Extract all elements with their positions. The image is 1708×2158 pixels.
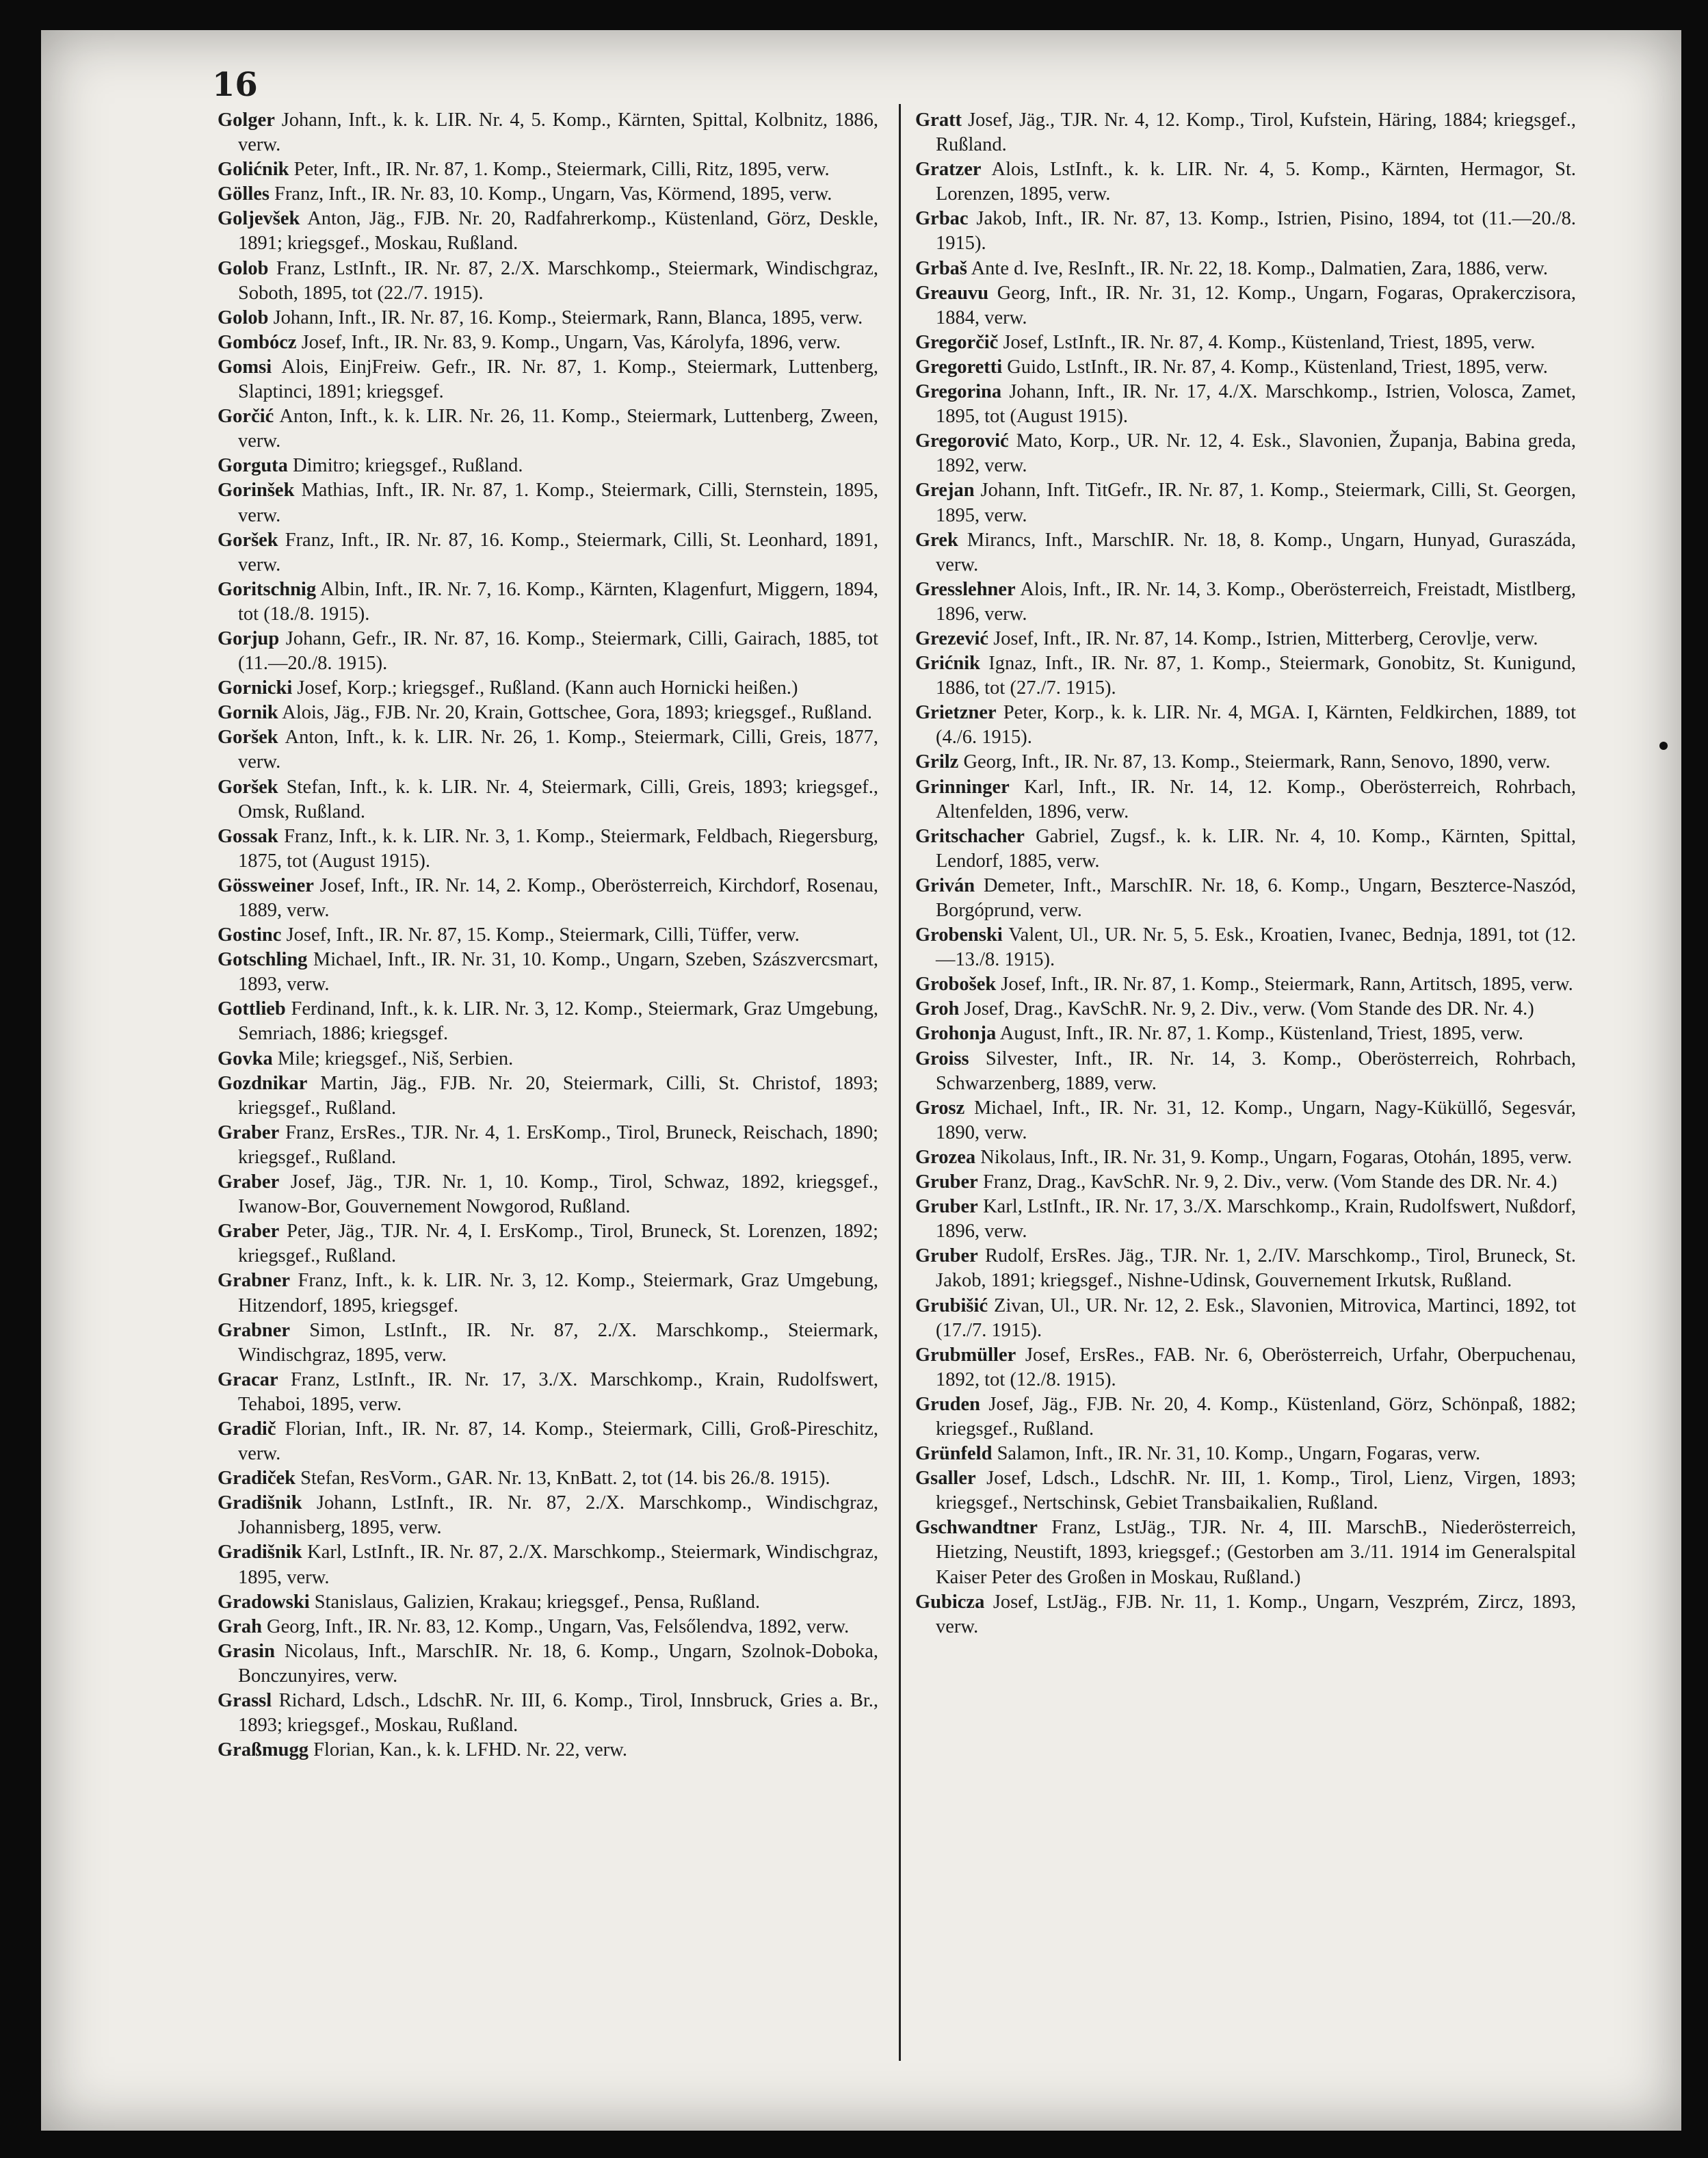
entry-surname: Gsaller — [915, 1468, 976, 1490]
entry-details: Stefan, Inft., k. k. LIR. Nr. 4, Steiermark, Cilli, Greis, 1893; kriegsgef., Omsk, Rußland. — [238, 776, 878, 822]
entry-surname: Golićnik — [218, 159, 289, 181]
entry-details: Franz, Inft., k. k. LIR. Nr. 3, 12. Komp., Steiermark, Graz Umgebung, Hitzendorf, 1895, kriegsgef. — [238, 1270, 878, 1316]
list-entry — [218, 1540, 878, 1589]
list-entry — [218, 1738, 878, 1763]
entry-surname: Groiss — [915, 1048, 969, 1069]
entry-details: Josef, Drag., KavSchR. Nr. 9, 2. Div., verw. (Vom Stande des DR. Nr. 4.) — [959, 998, 1534, 1020]
entry-details: Georg, Inft., IR. Nr. 87, 13. Komp., Steiermark, Rann, Senovo, 1890, verw. — [958, 751, 1551, 773]
entry-details: Johann, Inft., IR. Nr. 17, 4./X. Marschkomp., Istrien, Volosca, Zamet, 1895, tot (August 1915). — [936, 381, 1576, 428]
list-entry — [218, 627, 878, 676]
entry-surname: Grabner — [218, 1319, 291, 1341]
entry-surname: Gruden — [915, 1393, 981, 1415]
entry-surname: Gradič — [218, 1418, 276, 1440]
entry-details: Johann, Inft., IR. Nr. 87, 16. Komp., Steiermark, Rann, Blanca, 1895, verw. — [268, 307, 863, 328]
entry-details: Simon, LstInft., IR. Nr. 87, 2./X. Marschkomp., Steiermark, Windischgraz, 1895, verw. — [238, 1319, 878, 1366]
entry-details: Franz, Inft., k. k. LIR. Nr. 3, 1. Komp., Steiermark, Feldbach, Riegersburg, 1875, tot (August 1915). — [238, 825, 878, 872]
list-entry — [915, 355, 1576, 380]
list-entry — [218, 1615, 878, 1639]
entry-details: Jakob, Inft., IR. Nr. 87, 13. Komp., Istrien, Pisino, 1894, tot (11.—20./8. 1915). — [936, 208, 1576, 255]
entry-surname: Gorguta — [218, 455, 288, 477]
entry-details: Dimitro; kriegsgef., Rußland. — [287, 455, 523, 477]
list-entry — [915, 1466, 1576, 1516]
entry-details: Johann, Gefr., IR. Nr. 87, 16. Komp., Steiermark, Cilli, Gairach, 1885, tot (11.—20./8. 1915). — [238, 627, 878, 675]
entry-details: Alois, LstInft., k. k. LIR. Nr. 4, 5. Komp., Kärnten, Hermagor, St. Lorenzen, 1895, verw. — [936, 159, 1576, 205]
list-entry — [915, 997, 1576, 1022]
list-entry — [218, 1318, 878, 1368]
entry-surname: Gornicki — [218, 677, 293, 699]
entry-details: Franz, Drag., KavSchR. Nr. 9, 2. Div., verw. (Vom Stande des DR. Nr. 4.) — [977, 1171, 1558, 1193]
list-entry — [915, 1590, 1576, 1639]
entry-surname: Grilz — [915, 751, 959, 773]
entry-details: Josef, Inft., IR. Nr. 87, 15. Komp., Steiermark, Cilli, Tüffer, verw. — [281, 924, 800, 946]
list-entry — [915, 281, 1576, 330]
entry-surname: Grassl — [218, 1690, 272, 1711]
entry-details: Franz, LstInft., IR. Nr. 87, 2./X. Marschkomp., Steiermark, Windischgraz, Soboth, 1895, tot (22./7. 1915). — [238, 257, 878, 304]
list-entry — [218, 1466, 878, 1491]
list-entry — [218, 1491, 878, 1540]
entry-surname: Grbac — [915, 208, 969, 230]
entry-details: Franz, ErsRes., TJR. Nr. 4, 1. ErsKomp., Tirol, Bruneck, Reischach, 1890; kriegsgef., Rußland. — [238, 1121, 878, 1168]
entry-surname: Gruber — [915, 1245, 978, 1267]
entry-surname: Grasin — [218, 1640, 275, 1662]
entry-details: Franz, LstInft., IR. Nr. 17, 3./X. Marschkomp., Krain, Rudolfswert, Tehaboi, 1895, verw. — [238, 1368, 878, 1415]
entry-details: Georg, Inft., IR. Nr. 83, 12. Komp., Ungarn, Vas, Felsőlendva, 1892, verw. — [261, 1615, 850, 1637]
list-entry — [218, 528, 878, 577]
list-entry — [915, 874, 1576, 923]
entry-surname: Golob — [218, 307, 269, 328]
entry-details: Silvester, Inft., IR. Nr. 14, 3. Komp., Oberösterreich, Rohrbach, Schwarzenberg, 1889, verw. — [936, 1048, 1576, 1094]
list-entry — [218, 676, 878, 701]
entry-details: Salamon, Inft., IR. Nr. 31, 10. Komp., Ungarn, Fogaras, verw. — [992, 1443, 1481, 1465]
entry-surname: Gruber — [915, 1196, 978, 1218]
entry-details: Franz, Inft., IR. Nr. 83, 10. Komp., Ungarn, Vas, Körmend, 1895, verw. — [270, 183, 832, 205]
entry-details: Mirancs, Inft., MarschIR. Nr. 18, 8. Komp., Ungarn, Hunyad, Guraszáda, verw. — [936, 529, 1576, 575]
left-column — [218, 108, 878, 1763]
entry-surname: Govka — [218, 1048, 273, 1069]
entry-surname: Gregoretti — [915, 356, 1003, 378]
margin-dot — [1659, 742, 1668, 750]
entry-surname: Gölles — [218, 183, 270, 205]
entry-surname: Graber — [218, 1121, 280, 1143]
entry-surname: Grietzner — [915, 702, 997, 724]
entry-details: Josef, Jäg., TJR. Nr. 1, 10. Komp., Tirol, Schwaz, 1892, kriegsgef., Iwanow-Bor, Gouvernement Nowgorod, Rußland. — [238, 1171, 878, 1218]
entry-details: Johann, Inft. TitGefr., IR. Nr. 87, 1. Komp., Steiermark, Cilli, St. Georgen, 1895, verw. — [936, 480, 1576, 526]
list-entry — [218, 725, 878, 775]
entry-details: Josef, Jäg., TJR. Nr. 4, 12. Komp., Tirol, Kufstein, Häring, 1884; kriegsgef., Rußland. — [936, 109, 1576, 156]
entry-details: Peter, Inft., IR. Nr. 87, 1. Komp., Steiermark, Cilli, Ritz, 1895, verw. — [289, 159, 830, 181]
list-entry — [218, 306, 878, 330]
entry-details: Stefan, ResVorm., GAR. Nr. 13, KnBatt. 2, tot (14. bis 26./8. 1915). — [295, 1468, 830, 1490]
entry-details: Mile; kriegsgef., Niš, Serbien. — [272, 1048, 514, 1069]
entry-surname: Gradišnik — [218, 1492, 302, 1514]
entry-surname: Grabner — [218, 1270, 291, 1292]
list-entry — [915, 429, 1576, 478]
entry-details: Peter, Jäg., TJR. Nr. 4, I. ErsKomp., Tirol, Bruneck, St. Lorenzen, 1892; kriegsgef., Rußland. — [238, 1221, 878, 1267]
entry-details: Alois, Jäg., FJB. Nr. 20, Krain, Gottschee, Gora, 1893; kriegsgef., Rußland. — [278, 702, 873, 724]
list-entry — [218, 355, 878, 404]
list-entry — [915, 108, 1576, 157]
entry-surname: Graber — [218, 1221, 280, 1243]
entry-details: Josef, Inft., IR. Nr. 83, 9. Komp., Ungarn, Vas, Károlyfa, 1896, verw. — [296, 331, 841, 353]
list-entry — [915, 528, 1576, 577]
entry-surname: Grbaš — [915, 257, 968, 279]
list-entry — [218, 997, 878, 1046]
list-entry — [915, 651, 1576, 701]
entry-details: Valent, Ul., UR. Nr. 5, 5. Esk., Kroatien, Ivanec, Bednja, 1891, tot (12.—13./8. 1915). — [936, 924, 1576, 971]
right-column — [915, 108, 1576, 1639]
entry-surname: Grubišić — [915, 1295, 988, 1316]
list-entry — [218, 775, 878, 824]
entry-details: Rudolf, ErsRes. Jäg., TJR. Nr. 1, 2./IV. Marschkomp., Tirol, Bruneck, St. Jakob, 1891; kriegsgef., Nishne-Udinsk, Gouvernement Irkutsk, Rußland. — [936, 1245, 1576, 1292]
list-entry — [218, 182, 878, 207]
entry-details: Alois, Inft., IR. Nr. 14, 3. Komp., Oberösterreich, Freistadt, Mistlberg, 1896, verw. — [936, 578, 1576, 625]
list-entry — [915, 207, 1576, 256]
document-page — [41, 30, 1681, 2131]
entry-surname: Gorčić — [218, 406, 274, 428]
list-entry — [218, 108, 878, 157]
entry-surname: Gorjup — [218, 627, 280, 649]
entry-surname: Goršek — [218, 776, 278, 798]
list-entry — [218, 577, 878, 627]
entry-surname: Gorinšek — [218, 480, 295, 502]
entry-surname: Gostinc — [218, 924, 282, 946]
entry-surname: Gritschacher — [915, 825, 1025, 847]
entry-surname: Greauvu — [915, 282, 989, 304]
list-entry — [218, 1219, 878, 1269]
entry-surname: Gradiček — [218, 1468, 295, 1490]
entry-details: Mato, Korp., UR. Nr. 12, 4. Esk., Slavonien, Županja, Babina greda, 1892, verw. — [936, 430, 1576, 477]
list-entry — [218, 1689, 878, 1738]
entry-surname: Gresslehner — [915, 578, 1016, 600]
entry-surname: Grobenski — [915, 924, 1003, 946]
entry-surname: Gracar — [218, 1368, 278, 1390]
entry-surname: Gotschling — [218, 949, 308, 971]
entry-surname: Goritschnig — [218, 578, 317, 600]
entry-details: Franz, Inft., IR. Nr. 87, 16. Komp., Steiermark, Cilli, St. Leonhard, 1891, verw. — [238, 529, 878, 575]
list-entry — [218, 1417, 878, 1466]
list-entry — [915, 577, 1576, 627]
entry-details: Karl, Inft., IR. Nr. 14, 12. Komp., Oberösterreich, Rohrbach, Altenfelden, 1896, verw. — [936, 776, 1576, 822]
entry-details: Franz, LstJäg., TJR. Nr. 4, III. MarschB., Niederösterreich, Hietzing, Neustift, 1893, kriegsgef.; (Gestorben am 3./11. 1914 im Generalspital Kaiser Peter des Großen in Moskau, Rußland.) — [936, 1517, 1576, 1588]
list-entry — [915, 750, 1576, 775]
entry-surname: Gössweiner — [218, 874, 314, 896]
list-entry — [218, 330, 878, 355]
list-entry — [915, 257, 1576, 281]
entry-details: Anton, Jäg., FJB. Nr. 20, Radfahrerkomp., Küstenland, Görz, Deskle, 1891; kriegsgef., Moskau, Rußland. — [238, 208, 878, 255]
list-entry — [218, 257, 878, 306]
entry-surname: Goršek — [218, 727, 278, 749]
entry-details: Martin, Jäg., FJB. Nr. 20, Steiermark, Cilli, St. Christof, 1893; kriegsgef., Rußland. — [238, 1072, 878, 1119]
entry-surname: Gomsi — [218, 356, 272, 378]
entry-details: Florian, Inft., IR. Nr. 87, 14. Komp., Steiermark, Cilli, Groß-Pireschitz, verw. — [238, 1418, 878, 1465]
entry-surname: Golob — [218, 257, 269, 279]
entry-surname: Goljevšek — [218, 208, 300, 230]
entry-surname: Grohonja — [915, 1023, 997, 1045]
list-entry — [915, 1343, 1576, 1392]
entry-details: Ignaz, Inft., IR. Nr. 87, 1. Komp., Steiermark, Gonobitz, St. Kunigund, 1886, tot (27./7. 1915). — [936, 653, 1576, 699]
list-entry — [915, 824, 1576, 874]
entry-details: Nikolaus, Inft., IR. Nr. 31, 9. Komp., Ungarn, Fogaras, Otohán, 1895, verw. — [975, 1146, 1573, 1168]
entry-details: Peter, Korp., k. k. LIR. Nr. 4, MGA. I, Kärnten, Feldkirchen, 1889, tot (4./6. 1915). — [936, 702, 1576, 749]
entry-surname: Gottlieb — [218, 998, 286, 1020]
list-entry — [218, 948, 878, 997]
entry-details: Demeter, Inft., MarschIR. Nr. 18, 6. Komp., Ungarn, Beszterce-Naszód, Borgóprund, verw. — [936, 874, 1576, 921]
entry-surname: Gornik — [218, 702, 278, 724]
entry-details: Zivan, Ul., UR. Nr. 12, 2. Esk., Slavonien, Mitrovica, Martinci, 1892, tot (17./7. 1915). — [936, 1295, 1576, 1341]
entry-details: Nicolaus, Inft., MarschIR. Nr. 18, 6. Komp., Ungarn, Szolnok-Doboka, Bonczunyires, verw. — [238, 1640, 878, 1687]
entry-surname: Gregorina — [915, 381, 1002, 403]
entry-surname: Grozea — [915, 1146, 976, 1168]
column-divider — [899, 104, 901, 2061]
entry-surname: Gratzer — [915, 159, 982, 181]
entry-surname: Gregorović — [915, 430, 1009, 452]
entry-surname: Gozdnikar — [218, 1072, 308, 1094]
list-entry — [218, 478, 878, 528]
list-entry — [218, 207, 878, 256]
list-entry — [915, 1145, 1576, 1170]
entry-details: Florian, Kan., k. k. LFHD. Nr. 22, verw. — [308, 1739, 627, 1761]
list-entry — [915, 1442, 1576, 1466]
entry-surname: Gubicza — [915, 1591, 985, 1613]
entry-surname: Groh — [915, 998, 960, 1020]
entry-surname: Grićnik — [915, 653, 981, 675]
entry-surname: Grah — [218, 1615, 262, 1637]
entry-details: Alois, EinjFreiw. Gefr., IR. Nr. 87, 1. Komp., Steiermark, Luttenberg, Slaptinci, 1891; kriegsgef. — [238, 356, 878, 403]
list-entry — [218, 824, 878, 874]
entry-details: Stanislaus, Galizien, Krakau; kriegsgef., Pensa, Rußland. — [309, 1591, 761, 1613]
list-entry — [915, 1047, 1576, 1096]
entry-details: Karl, LstInft., IR. Nr. 17, 3./X. Marschkomp., Krain, Rudolfswert, Nußdorf, 1896, verw. — [936, 1196, 1576, 1243]
entry-details: Ante d. Ive, ResInft., IR. Nr. 22, 18. Komp., Dalmatien, Zara, 1886, verw. — [967, 257, 1549, 279]
entry-details: Mathias, Inft., IR. Nr. 87, 1. Komp., Steiermark, Cilli, Sternstein, 1895, verw. — [238, 480, 878, 526]
list-entry — [915, 330, 1576, 355]
page-number: 16 — [212, 66, 258, 104]
entry-surname: Goršek — [218, 529, 278, 551]
entry-details: Michael, Inft., IR. Nr. 31, 10. Komp., Ungarn, Szeben, Szászvercsmart, 1893, verw. — [238, 949, 878, 996]
list-entry — [915, 1516, 1576, 1589]
entry-details: Josef, Korp.; kriegsgef., Rußland. (Kann auch Hornicki heißen.) — [292, 677, 798, 699]
entry-details: Albin, Inft., IR. Nr. 7, 16. Komp., Kärnten, Klagenfurt, Miggern, 1894, tot (18./8. 1915). — [238, 578, 878, 625]
entry-details: Guido, LstInft., IR. Nr. 87, 4. Komp., Küstenland, Triest, 1895, verw. — [1002, 356, 1548, 378]
entry-details: August, Inft., IR. Nr. 87, 1. Komp., Küstenland, Triest, 1895, verw. — [996, 1023, 1524, 1045]
list-entry — [915, 1294, 1576, 1343]
entry-details: Josef, Ldsch., LdschR. Nr. III, 1. Komp., Tirol, Lienz, Virgen, 1893; kriegsgef., Nertschinsk, Gebiet Transbaikalien, Rußland. — [936, 1468, 1576, 1514]
entry-surname: Grubmüller — [915, 1344, 1016, 1366]
entry-details: Gabriel, Zugsf., k. k. LIR. Nr. 4, 10. Komp., Kärnten, Spittal, Lendorf, 1885, verw. — [936, 825, 1576, 872]
entry-surname: Grezević — [915, 627, 989, 649]
list-entry — [218, 1639, 878, 1689]
entry-details: Michael, Inft., IR. Nr. 31, 12. Komp., Ungarn, Nagy-Küküllő, Segesvár, 1890, verw. — [936, 1097, 1576, 1143]
entry-surname: Gratt — [915, 109, 962, 131]
entry-details: Johann, LstInft., IR. Nr. 87, 2./X. Marschkomp., Windischgraz, Johannisberg, 1895, verw. — [238, 1492, 878, 1539]
entry-details: Josef, LstJäg., FJB. Nr. 11, 1. Komp., Ungarn, Veszprém, Zircz, 1893, verw. — [936, 1591, 1576, 1637]
entry-surname: Grobošek — [915, 974, 997, 996]
list-entry — [218, 1071, 878, 1121]
entry-surname: Gradišnik — [218, 1542, 302, 1563]
list-entry — [915, 1392, 1576, 1442]
list-entry — [218, 874, 878, 923]
list-entry — [915, 1244, 1576, 1293]
list-entry — [915, 1022, 1576, 1046]
entry-details: Josef, Inft., IR. Nr. 87, 14. Komp., Istrien, Mitterberg, Cerovlje, verw. — [988, 627, 1538, 649]
list-entry — [218, 1047, 878, 1071]
list-entry — [218, 1590, 878, 1615]
entry-surname: Gradowski — [218, 1591, 310, 1613]
list-entry — [915, 1195, 1576, 1244]
list-entry — [218, 1269, 878, 1318]
entry-surname: Grosz — [915, 1097, 965, 1119]
entry-details: Johann, Inft., k. k. LIR. Nr. 4, 5. Komp., Kärnten, Spittal, Kolbnitz, 1886, verw. — [238, 109, 878, 156]
list-entry — [915, 923, 1576, 972]
list-entry — [218, 923, 878, 948]
entry-surname: Gruber — [915, 1171, 978, 1193]
entry-surname: Gombócz — [218, 331, 297, 353]
list-entry — [218, 157, 878, 182]
entry-details: Richard, Ldsch., LdschR. Nr. III, 6. Komp., Tirol, Innsbruck, Gries a. Br., 1893; kriegsgef., Moskau, Rußland. — [238, 1690, 878, 1737]
list-entry — [218, 454, 878, 478]
entry-surname: Grinninger — [915, 776, 1010, 798]
entry-surname: Gschwandtner — [915, 1517, 1038, 1539]
entry-surname: Gregorčič — [915, 331, 999, 353]
entry-details: Karl, LstInft., IR. Nr. 87, 2./X. Marschkomp., Steiermark, Windischgraz, 1895, verw. — [238, 1542, 878, 1588]
entry-details: Anton, Inft., k. k. LIR. Nr. 26, 1. Komp., Steiermark, Cilli, Greis, 1877, verw. — [238, 727, 878, 773]
list-entry — [915, 775, 1576, 824]
list-entry — [915, 701, 1576, 750]
entry-surname: Graßmugg — [218, 1739, 309, 1761]
entry-details: Anton, Inft., k. k. LIR. Nr. 26, 11. Komp., Steiermark, Luttenberg, Zween, verw. — [238, 406, 878, 452]
list-entry — [218, 404, 878, 454]
entry-details: Josef, Inft., IR. Nr. 87, 1. Komp., Steiermark, Rann, Artitsch, 1895, verw. — [996, 974, 1573, 996]
entry-surname: Grünfeld — [915, 1443, 993, 1465]
entry-details: Ferdinand, Inft., k. k. LIR. Nr. 3, 12. Komp., Steiermark, Graz Umgebung, Semriach, 1886; kriegsgef. — [238, 998, 878, 1045]
entry-details: Josef, Inft., IR. Nr. 14, 2. Komp., Oberösterreich, Kirchdorf, Rosenau, 1889, verw. — [238, 874, 878, 921]
list-entry — [915, 972, 1576, 997]
list-entry — [915, 627, 1576, 651]
list-entry — [915, 478, 1576, 528]
list-entry — [218, 1170, 878, 1219]
list-entry — [915, 157, 1576, 207]
list-entry — [915, 1096, 1576, 1145]
list-entry — [218, 701, 878, 725]
entry-surname: Grek — [915, 529, 958, 551]
entry-details: Georg, Inft., IR. Nr. 31, 12. Komp., Ungarn, Fogaras, Oprakerczisora, 1884, verw. — [936, 282, 1576, 328]
entry-surname: Griván — [915, 874, 975, 896]
entry-surname: Golger — [218, 109, 275, 131]
entry-surname: Grejan — [915, 480, 975, 502]
entry-surname: Graber — [218, 1171, 280, 1193]
entry-details: Josef, LstInft., IR. Nr. 87, 4. Komp., Küstenland, Triest, 1895, verw. — [998, 331, 1536, 353]
list-entry — [218, 1368, 878, 1417]
entry-surname: Gossak — [218, 825, 278, 847]
list-entry — [915, 1170, 1576, 1195]
entry-details: Josef, Jäg., FJB. Nr. 20, 4. Komp., Küstenland, Görz, Schönpaß, 1882; kriegsgef., Rußland. — [936, 1393, 1576, 1440]
list-entry — [915, 380, 1576, 429]
list-entry — [218, 1121, 878, 1170]
entry-details: Josef, ErsRes., FAB. Nr. 6, Oberösterreich, Urfahr, Oberpuchenau, 1892, tot (12./8. 1915). — [936, 1344, 1576, 1390]
